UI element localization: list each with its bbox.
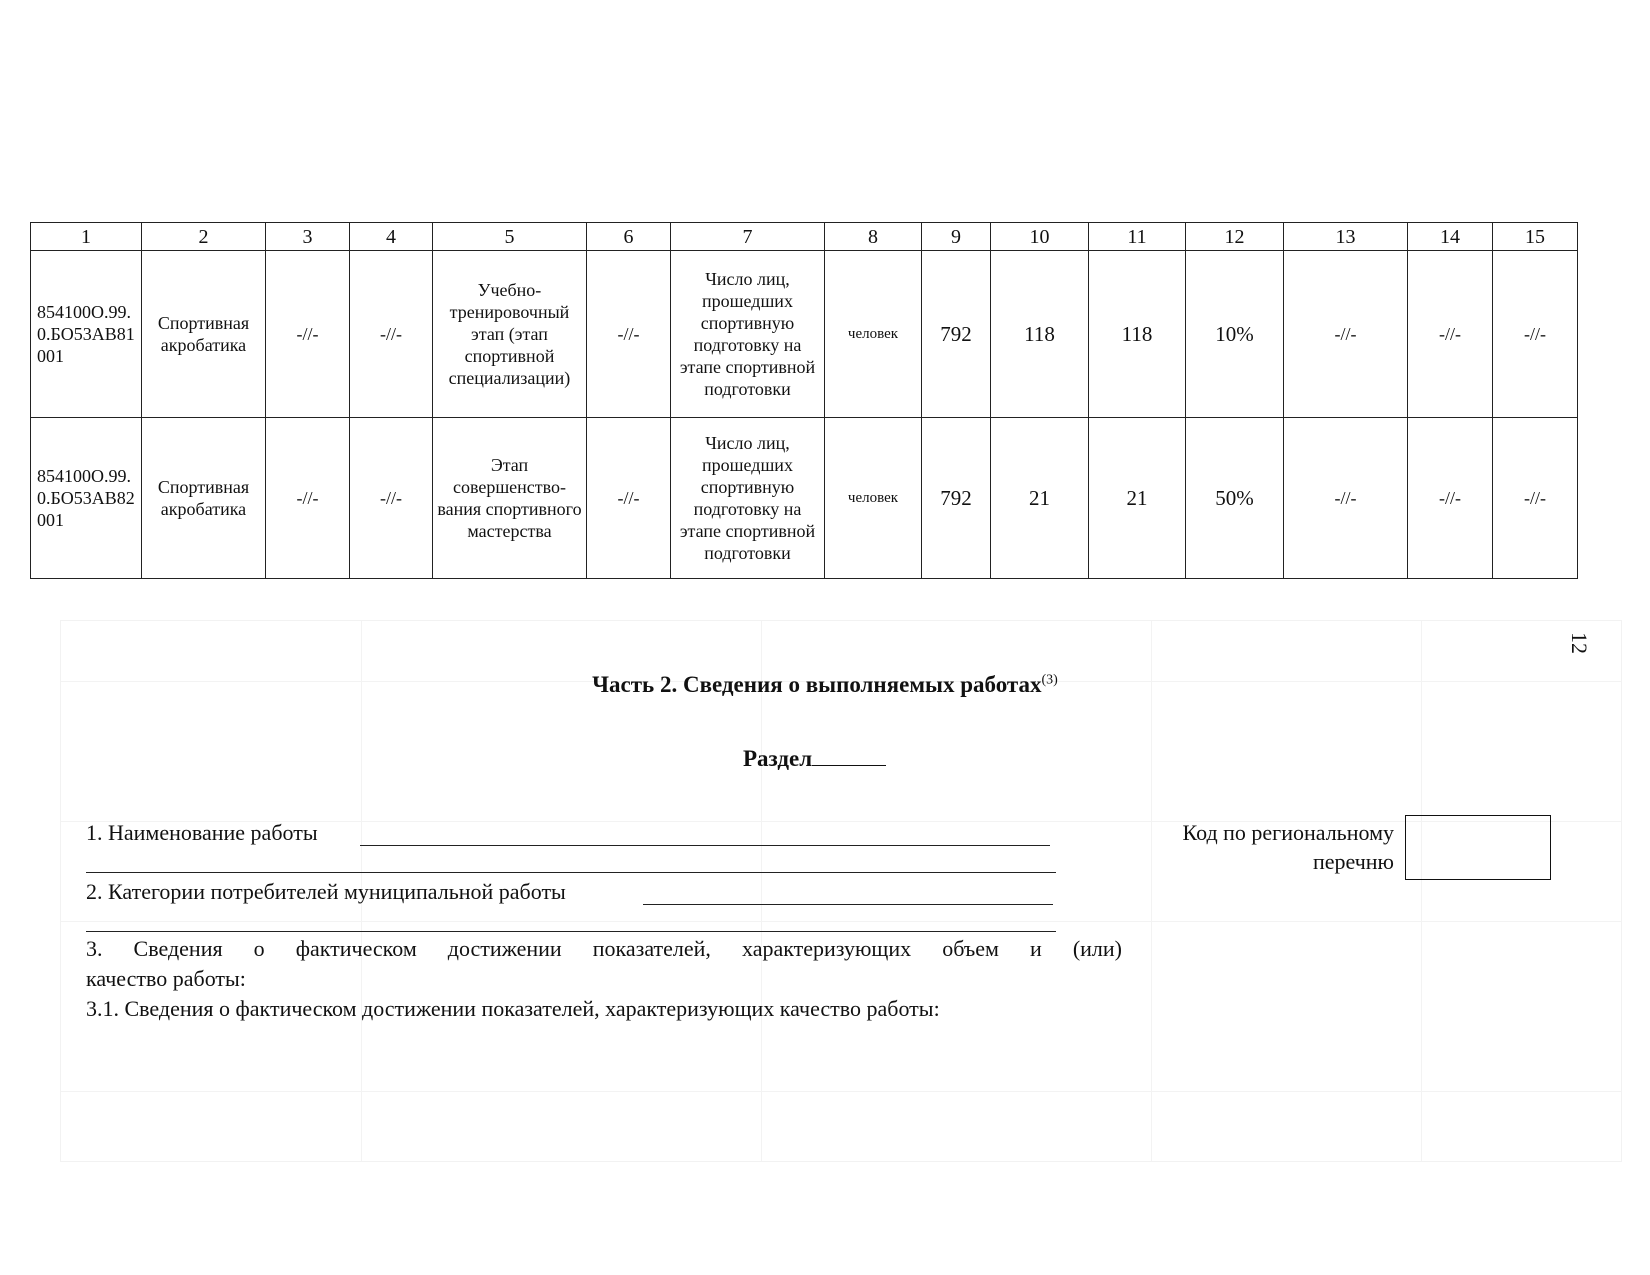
regional-code-label-line1: Код по региональному <box>1182 820 1394 845</box>
table-cell: -//- <box>350 418 433 579</box>
training-stage: Учебно-тренировочный этап (этап спортивной специализации) <box>433 251 587 418</box>
consumer-categories-label: 2. Категории потребителей муниципальной работы <box>86 879 566 904</box>
table-cell: -//- <box>587 418 671 579</box>
column-number: 13 <box>1284 223 1408 251</box>
training-stage: Этап совершенство-вания спортивного мастерства <box>433 418 587 579</box>
part-title <box>0 672 1650 698</box>
column-number: 7 <box>671 223 825 251</box>
allowed-deviation: 10% <box>1186 251 1284 418</box>
table-header-row <box>31 223 1578 251</box>
table-row <box>31 418 1578 579</box>
indicator-name: Число лиц, прошедших спортивную подготовку на этапе спортивной подготовки <box>671 418 825 579</box>
part-title-text: Часть 2. Сведения о выполняемых работах <box>592 672 1042 697</box>
indicators-table <box>30 222 1578 579</box>
column-number: 1 <box>31 223 142 251</box>
registry-code: 854100О.99.0.БО53АВ82001 <box>31 418 142 579</box>
allowed-deviation: 50% <box>1186 418 1284 579</box>
actual-value: 118 <box>1089 251 1186 418</box>
ghost-line <box>1151 621 1152 1161</box>
item3-heading: 3. Сведения о фактическом достижении показателей, характеризующих объем и (или) <box>86 936 1122 961</box>
work-name-label: 1. Наименование работы <box>86 820 318 845</box>
unit-name: человек <box>825 418 922 579</box>
footnote-marker: (3) <box>1041 672 1058 688</box>
work-name-field-continued <box>86 848 1056 873</box>
unit-name: человек <box>825 251 922 418</box>
regional-code-label <box>1110 818 1394 876</box>
regional-code-label-line2: перечню <box>1312 849 1394 874</box>
table-cell: -//- <box>1408 251 1493 418</box>
table-cell: -//- <box>1493 251 1578 418</box>
column-number: 11 <box>1089 223 1186 251</box>
consumer-categories-field <box>643 879 1053 905</box>
sport-name: Спортивная акробатика <box>142 418 266 579</box>
column-number: 6 <box>587 223 671 251</box>
table-cell: -//- <box>266 251 350 418</box>
section-label: Раздел <box>743 746 813 771</box>
consumer-categories-field-continued <box>86 907 1056 932</box>
okei-code: 792 <box>922 251 991 418</box>
section-heading <box>743 745 886 772</box>
table-cell: -//- <box>1284 251 1408 418</box>
okei-code: 792 <box>922 418 991 579</box>
column-number: 4 <box>350 223 433 251</box>
table-cell: -//- <box>1493 418 1578 579</box>
item3-heading-continued: качество работы: <box>86 966 246 991</box>
ghost-line <box>61 1091 1621 1092</box>
item31-heading: 3.1. Сведения о фактическом достижении показателей, характеризующих качество работы: <box>86 996 940 1021</box>
ghost-line <box>1421 621 1422 1161</box>
section-number-blank <box>812 745 886 766</box>
approved-value: 118 <box>991 251 1089 418</box>
sport-name: Спортивная акробатика <box>142 251 266 418</box>
table-cell: -//- <box>266 418 350 579</box>
column-number: 10 <box>991 223 1089 251</box>
column-number: 14 <box>1408 223 1493 251</box>
indicator-name: Число лиц, прошедших спортивную подготовку на этапе спортивной подготовки <box>671 251 825 418</box>
table-cell: -//- <box>1408 418 1493 579</box>
table-cell: -//- <box>350 251 433 418</box>
column-number: 9 <box>922 223 991 251</box>
actual-value: 21 <box>1089 418 1186 579</box>
table-cell: -//- <box>1284 418 1408 579</box>
column-number: 15 <box>1493 223 1578 251</box>
table-cell: -//- <box>587 251 671 418</box>
regional-code-box <box>1405 815 1551 880</box>
column-number: 2 <box>142 223 266 251</box>
column-number: 8 <box>825 223 922 251</box>
approved-value: 21 <box>991 418 1089 579</box>
table-row <box>31 251 1578 418</box>
column-number: 12 <box>1186 223 1284 251</box>
column-number: 3 <box>266 223 350 251</box>
page-number: 12 <box>1567 632 1592 654</box>
registry-code: 854100О.99.0.БО53АВ81001 <box>31 251 142 418</box>
column-number: 5 <box>433 223 587 251</box>
work-name-field <box>360 820 1050 846</box>
